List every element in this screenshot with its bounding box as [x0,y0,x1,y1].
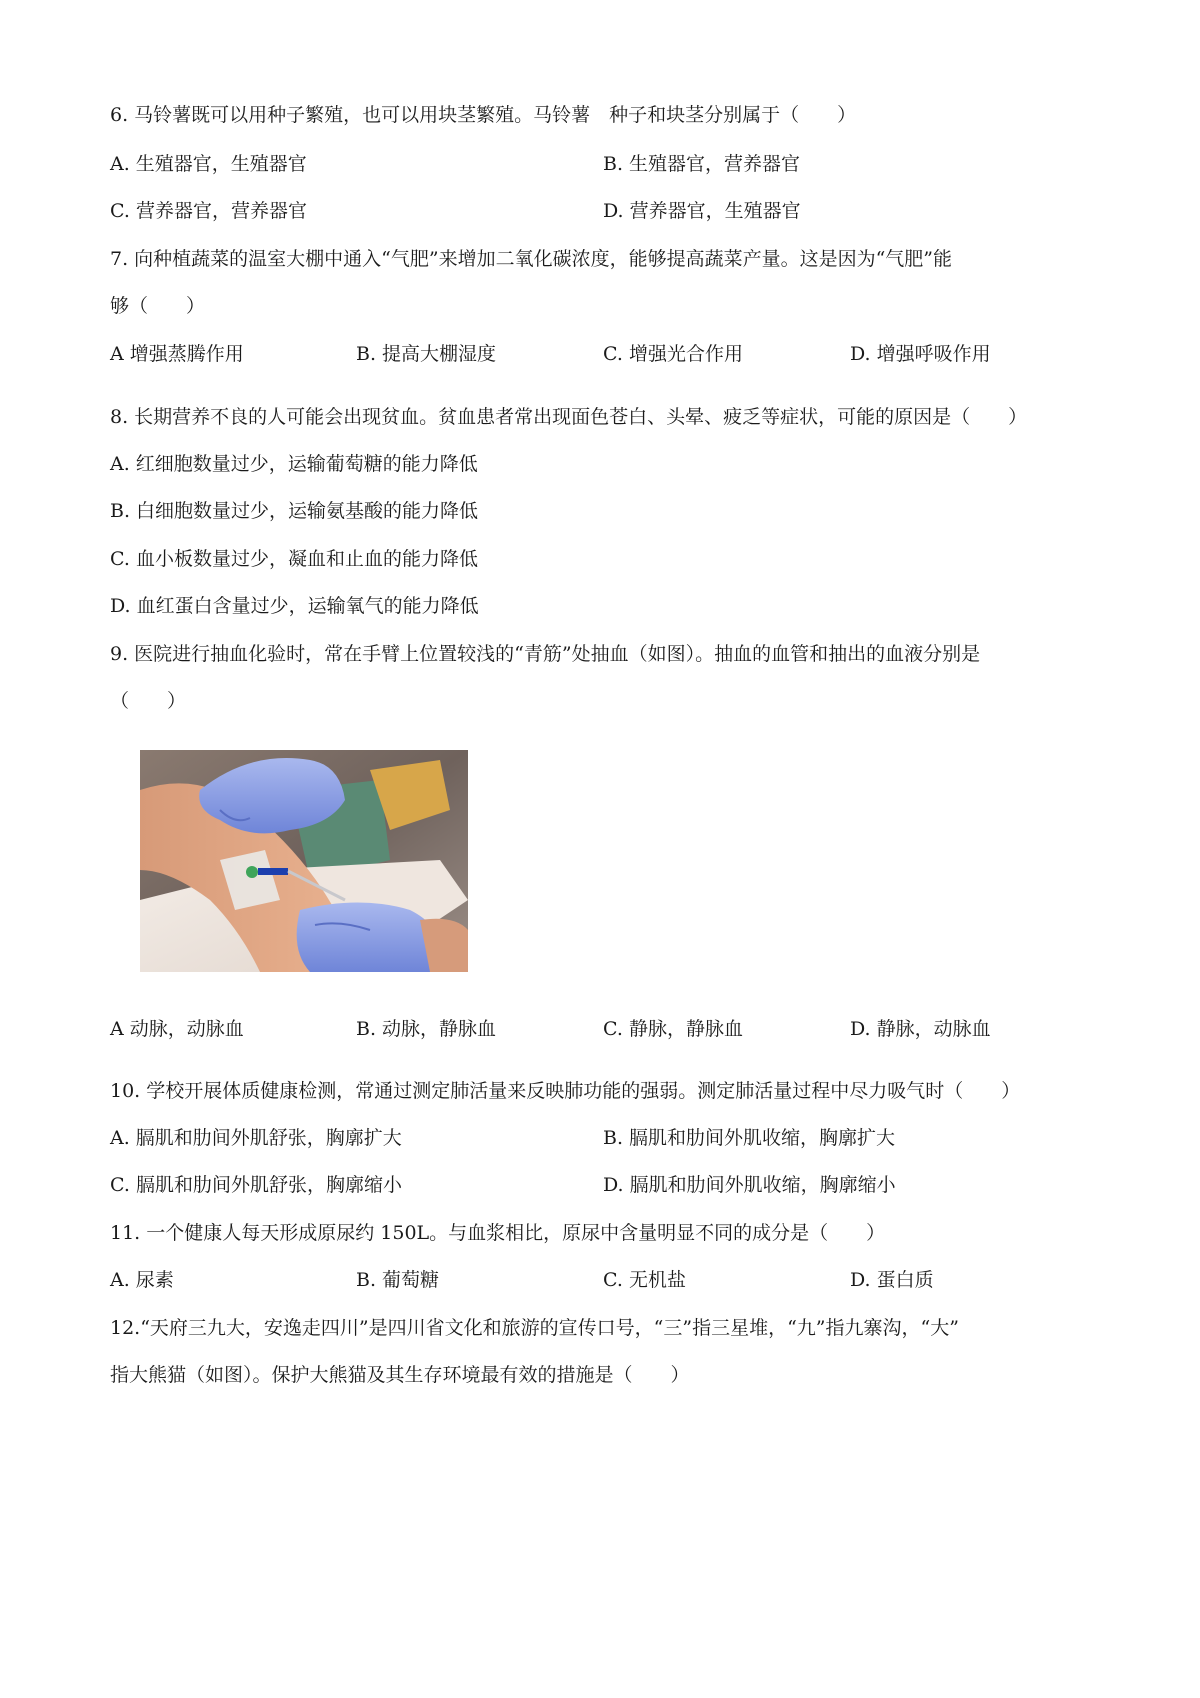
q11-option-c: C. 无机盐 [603,1269,686,1291]
q7-option-b: B. 提高大棚湿度 [356,343,497,365]
q10-option-d: D. 膈肌和肋间外肌收缩，胸廓缩小 [603,1174,896,1196]
q9-option-b: B. 动脉，静脉血 [356,1018,497,1040]
q8-option-c: C. 血小板数量过少，凝血和止血的能力降低 [110,548,478,570]
q10-option-c: C. 膈肌和肋间外肌舒张，胸廓缩小 [110,1174,402,1196]
q12-stem-line1: 12.“天府三九大，安逸走四川”是四川省文化和旅游的宣传口号，“三”指三星堆，“九”指九寨沟，“大” [110,1317,959,1339]
q6-option-d: D. 营养器官，生殖器官 [603,200,801,222]
q6-option-b: B. 生殖器官，营养器官 [603,153,801,175]
q8-option-a: A. 红细胞数量过少，运输葡萄糖的能力降低 [110,453,478,475]
blood-draw-illustration [140,750,468,972]
q10-option-a: A. 膈肌和肋间外肌舒张，胸廓扩大 [110,1127,402,1149]
blood-draw-photo [140,750,468,972]
q6-option-c: C. 营养器官，营养器官 [110,200,307,222]
q11-stem: 11. 一个健康人每天形成原尿约 150L。与血浆相比，原尿中含量明显不同的成分是（ ） [110,1222,886,1244]
q7-option-c: C. 增强光合作用 [603,343,743,365]
q6-option-a: A. 生殖器官，生殖器官 [110,153,307,175]
q8-option-d: D. 血红蛋白含量过少，运输氧气的能力降低 [110,595,479,617]
q6-stem: 6. 马铃薯既可以用种子繁殖，也可以用块茎繁殖。马铃薯 种子和块茎分别属于（ ） [110,104,857,126]
q9-option-d: D. 静脉，动脉血 [850,1018,991,1040]
q12-stem-line2: 指大熊猫（如图）。保护大熊猫及其生存环境最有效的措施是（ ） [110,1364,690,1386]
q11-option-d: D. 蛋白质 [850,1269,934,1291]
q11-option-a: A. 尿素 [110,1269,174,1291]
q8-option-b: B. 白细胞数量过少，运输氨基酸的能力降低 [110,500,479,522]
q10-stem: 10. 学校开展体质健康检测，常通过测定肺活量来反映肺功能的强弱。测定肺活量过程中尽力吸气时（ ） [110,1080,1021,1102]
q9-option-a: A 动脉，动脉血 [110,1018,244,1040]
q9-option-c: C. 静脉，静脉血 [603,1018,743,1040]
q7-option-d: D. 增强呼吸作用 [850,343,991,365]
q8-stem: 8. 长期营养不良的人可能会出现贫血。贫血患者常出现面色苍白、头晕、疲乏等症状，可能的原因是（ ） [110,406,1028,428]
q7-stem-line2: 够（ ） [110,295,206,317]
q10-option-b: B. 膈肌和肋间外肌收缩，胸廓扩大 [603,1127,896,1149]
q7-stem-line1: 7. 向种植蔬菜的温室大棚中通入“气肥”来增加二氧化碳浓度，能够提高蔬菜产量。这是因为“气肥”能 [110,248,953,270]
q9-stem-line1: 9. 医院进行抽血化验时，常在手臂上位置较浅的“青筋”处抽血（如图）。抽血的血管和抽出的血液分别是 [110,643,981,665]
q11-option-b: B. 葡萄糖 [356,1269,440,1291]
q7-option-a: A 增强蒸腾作用 [110,343,244,365]
q9-stem-line2: （ ） [110,690,187,712]
